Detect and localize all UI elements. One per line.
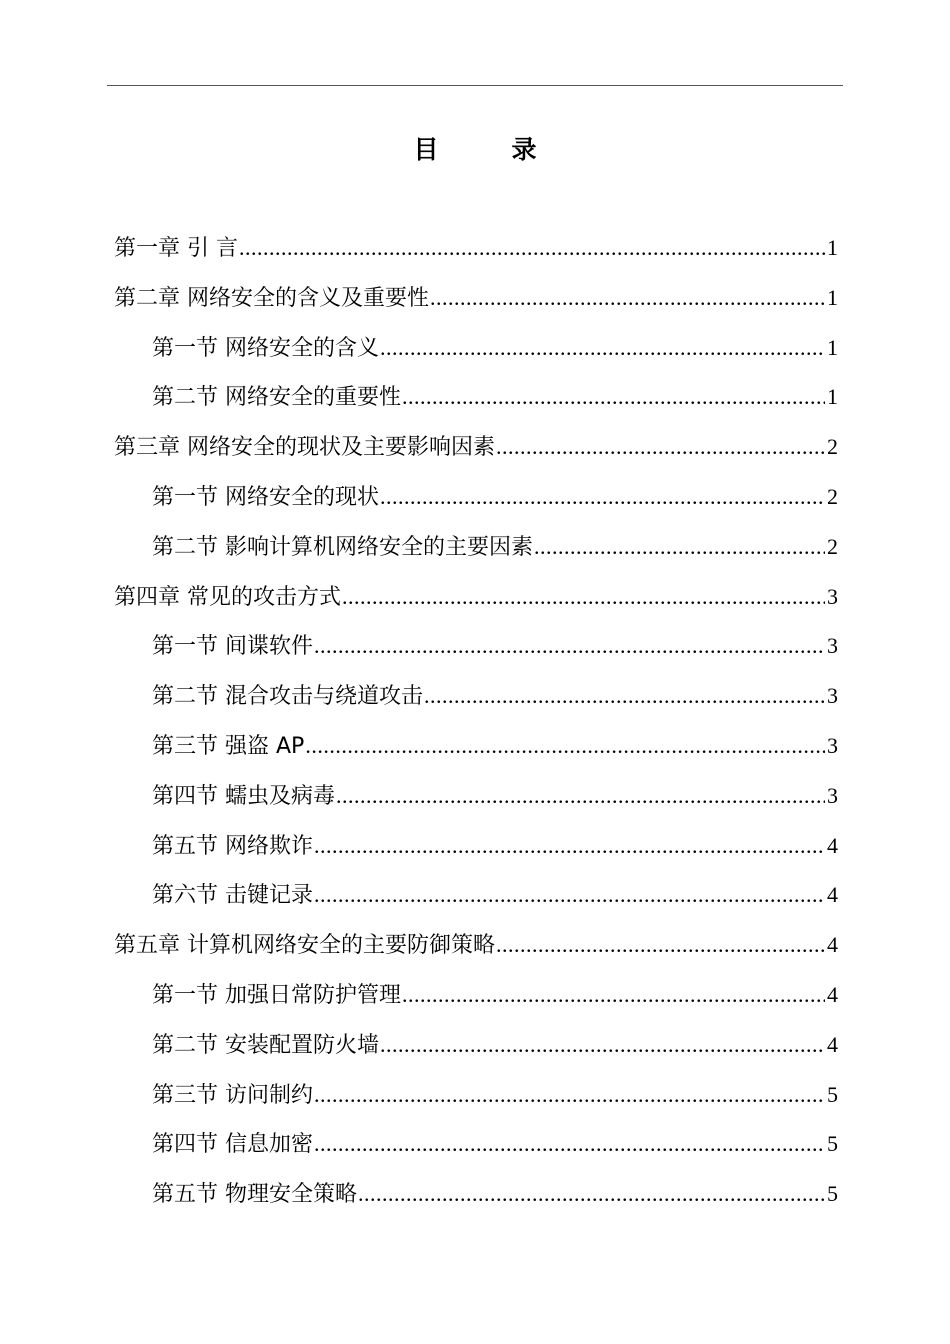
toc-page-number: 3 <box>827 633 838 659</box>
toc-dot-leader <box>305 726 825 766</box>
toc-dot-leader <box>496 427 825 467</box>
toc-page-number: 4 <box>827 882 838 908</box>
toc-entry-chapter[interactable] <box>114 278 838 328</box>
toc-entry-section[interactable] <box>114 975 838 1025</box>
toc-dot-leader <box>239 228 825 268</box>
toc-entry-title: 第四节 蠕虫及病毒 <box>152 783 335 809</box>
toc-page-number: 1 <box>827 334 838 360</box>
toc-entry-title: 第一节 网络安全的现状 <box>152 484 379 510</box>
toc-dot-leader <box>314 826 825 866</box>
toc-page-number: 5 <box>827 1131 838 1157</box>
toc-dot-leader <box>380 1025 825 1065</box>
toc-page-number: 1 <box>827 384 838 410</box>
toc-entry-title: 第一节 加强日常防护管理 <box>152 982 401 1008</box>
toc-page-number: 3 <box>827 683 838 709</box>
toc-entry-section[interactable] <box>114 1075 838 1125</box>
table-of-contents <box>114 228 838 1224</box>
toc-dot-leader <box>402 377 825 417</box>
toc-dot-leader <box>314 626 825 666</box>
toc-page-number: 4 <box>827 1031 838 1057</box>
toc-entry-title: 第三章 网络安全的现状及主要影响因素 <box>114 435 495 461</box>
toc-page-number: 1 <box>827 235 838 260</box>
toc-entry-section[interactable] <box>114 676 838 726</box>
toc-dot-leader <box>402 975 825 1015</box>
toc-entry-title: 第二节 安装配置防火墙 <box>152 1032 379 1058</box>
toc-entry-section[interactable] <box>114 776 838 826</box>
toc-entry-chapter[interactable] <box>114 427 838 477</box>
toc-entry-title: 第五节 网络欺诈 <box>152 833 313 859</box>
toc-entry-chapter[interactable] <box>114 228 838 278</box>
toc-entry-title: 第二节 网络安全的重要性 <box>152 385 401 411</box>
toc-page-number: 2 <box>827 483 838 509</box>
toc-dot-leader <box>424 676 825 716</box>
toc-entry-title: 第五章 计算机网络安全的主要防御策略 <box>114 933 495 959</box>
toc-page-number: 5 <box>827 1081 838 1107</box>
toc-dot-leader <box>430 278 825 318</box>
toc-dot-leader <box>336 776 825 816</box>
header-rule <box>107 85 843 86</box>
toc-page-number: 4 <box>827 832 838 858</box>
toc-dot-leader <box>496 925 825 965</box>
toc-entry-title: 第三节 强盗 AP <box>152 733 305 759</box>
toc-dot-leader <box>314 1075 825 1115</box>
toc-entry-section[interactable] <box>114 377 838 427</box>
toc-entry-title: 第二节 影响计算机网络安全的主要因素 <box>152 534 533 560</box>
toc-entry-section[interactable] <box>114 477 838 527</box>
toc-page-number: 1 <box>827 284 838 310</box>
toc-page-number: 5 <box>827 1181 838 1207</box>
toc-entry-section[interactable] <box>114 328 838 378</box>
toc-entry-title: 第四节 信息加密 <box>152 1132 313 1158</box>
toc-title: 目 录 <box>413 135 561 164</box>
toc-dot-leader <box>534 527 825 567</box>
toc-page-number: 4 <box>827 932 838 958</box>
toc-entry-section[interactable] <box>114 626 838 676</box>
toc-entry-section[interactable] <box>114 875 838 925</box>
toc-entry-section[interactable] <box>114 726 838 776</box>
toc-dot-leader <box>380 477 825 517</box>
toc-entry-chapter[interactable] <box>114 577 838 627</box>
toc-entry-title: 第二章 网络安全的含义及重要性 <box>114 285 429 311</box>
toc-page-number: 2 <box>827 434 838 460</box>
toc-entry-title: 第四章 常见的攻击方式 <box>114 584 341 610</box>
toc-entry-section[interactable] <box>114 1025 838 1075</box>
toc-entry-section[interactable] <box>114 1124 838 1174</box>
toc-page-number: 3 <box>827 732 838 758</box>
toc-dot-leader <box>380 328 825 368</box>
toc-entry-title: 第六节 击键记录 <box>152 883 313 909</box>
toc-entry-title: 第一章 引 言 <box>114 236 238 261</box>
toc-page-number: 3 <box>827 782 838 808</box>
toc-entry-title: 第三节 访问制约 <box>152 1082 313 1108</box>
toc-entry-title: 第五节 物理安全策略 <box>152 1182 357 1208</box>
toc-entry-title: 第一节 间谍软件 <box>152 634 313 660</box>
toc-dot-leader <box>314 1124 825 1164</box>
toc-dot-leader <box>342 577 825 617</box>
toc-dot-leader <box>314 875 825 915</box>
toc-entry-section[interactable] <box>114 826 838 876</box>
toc-entry-title: 第二节 混合攻击与绕道攻击 <box>152 684 423 710</box>
toc-page-number: 3 <box>827 583 838 609</box>
toc-dot-leader <box>358 1174 825 1214</box>
toc-entry-chapter[interactable] <box>114 925 838 975</box>
toc-entry-section[interactable] <box>114 1174 838 1224</box>
toc-entry-title: 第一节 网络安全的含义 <box>152 335 379 361</box>
toc-page-number: 2 <box>827 533 838 559</box>
toc-page-number: 4 <box>827 981 838 1007</box>
toc-entry-section[interactable] <box>114 527 838 577</box>
